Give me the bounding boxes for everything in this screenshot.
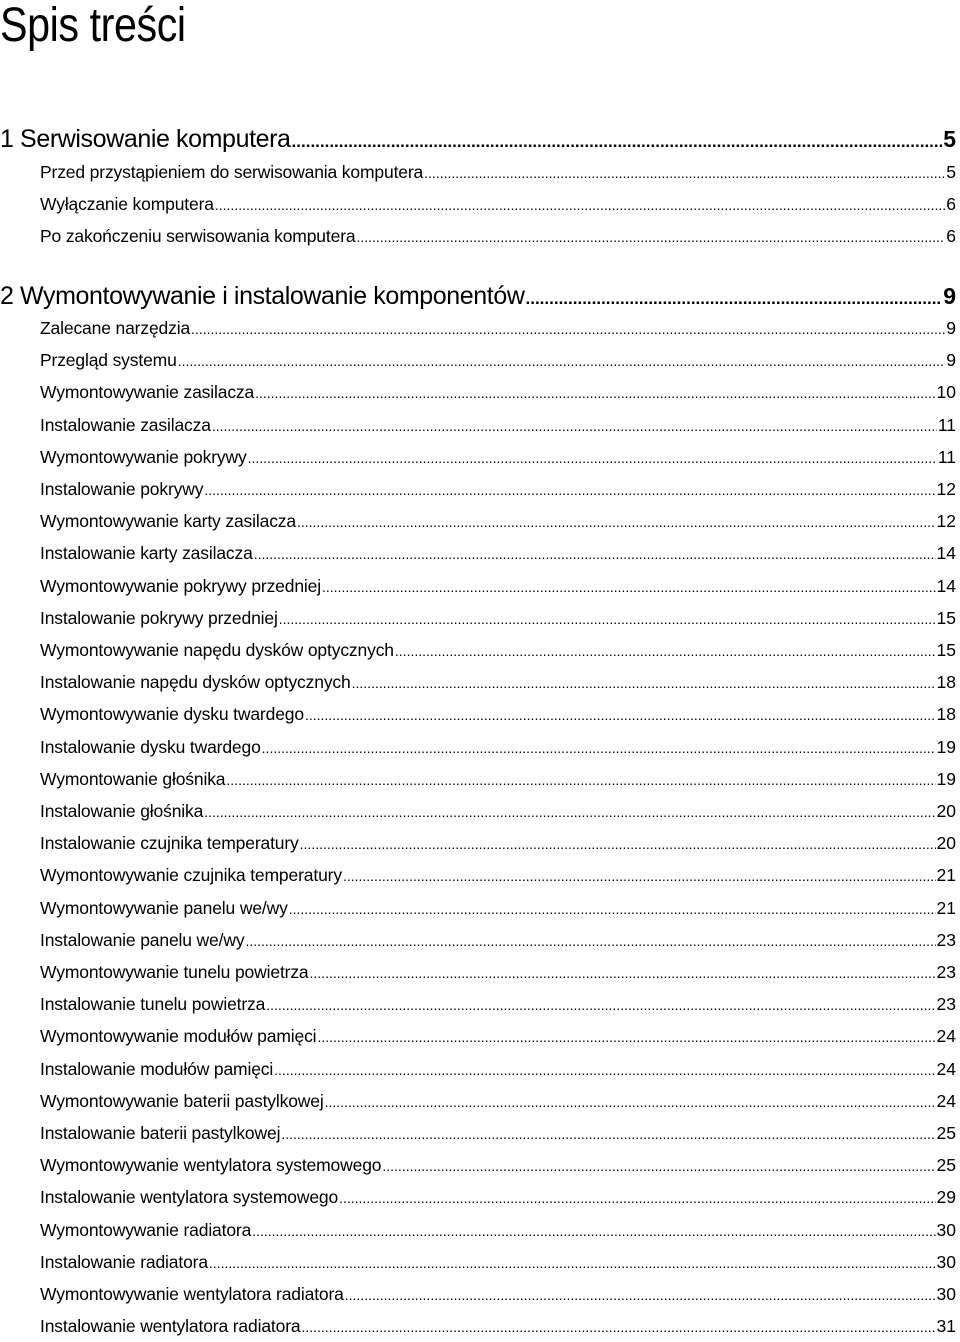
toc-entry-label: Wymontowywanie pokrywy przedniej [40, 575, 321, 596]
toc-section-entry[interactable] [40, 925, 956, 955]
toc-dot-leader [279, 603, 936, 634]
toc-section-entry[interactable] [40, 189, 956, 219]
toc-entry-label: Instalowanie zasilacza [40, 414, 211, 435]
toc-page-number: 18 [936, 672, 956, 693]
toc-section-entry[interactable] [40, 957, 956, 987]
toc-page-number: 30 [936, 1284, 956, 1304]
toc-dot-leader [526, 281, 943, 314]
toc-entry-label: Instalowanie modułów pamięci [40, 1058, 274, 1079]
toc-section-entry[interactable] [40, 1182, 956, 1212]
toc-entry-label: Wymontowanie głośnika [40, 768, 226, 789]
toc-entry-label: Zalecane narzędzia [40, 318, 191, 338]
toc-dot-leader [292, 124, 943, 157]
toc-entry-label: Instalowanie głośnika [40, 801, 204, 821]
toc-dot-leader [254, 538, 936, 569]
toc-section-entry[interactable] [40, 313, 956, 343]
toc-dot-leader [252, 1215, 935, 1246]
toc-page-number: 24 [936, 1058, 956, 1079]
toc-entry-label: Instalowanie tunelu powietrza [40, 994, 266, 1015]
toc-entry-label: Po zakończeniu serwisowania komputera [40, 226, 356, 246]
toc-page-number: 14 [936, 575, 956, 596]
toc-section-entry[interactable] [40, 1086, 956, 1116]
toc-page-number: 12 [936, 511, 956, 532]
toc-dot-leader [204, 796, 935, 827]
toc-entry-label: Instalowanie panelu we/wy [40, 929, 245, 950]
toc-page-number: 9 [946, 350, 956, 371]
toc-section-entry[interactable] [40, 1279, 956, 1309]
toc-section-entry[interactable] [40, 828, 956, 858]
toc-page-number: 5 [943, 126, 956, 152]
toc-dot-leader [317, 1021, 935, 1052]
toc-dot-leader [424, 157, 945, 188]
toc-section-entry[interactable] [40, 667, 956, 697]
toc-section-entry[interactable] [40, 1021, 956, 1051]
toc-section-entry[interactable] [40, 345, 956, 375]
toc-entry-label: Wymontowywanie tunelu powietrza [40, 962, 309, 982]
toc-page-number: 30 [936, 1219, 956, 1240]
toc-entry-label: Instalowanie dysku twardego [40, 736, 261, 757]
toc-dot-leader [191, 313, 945, 344]
toc-dot-leader [209, 1247, 936, 1278]
toc-dot-leader [204, 474, 935, 505]
toc-section-entry[interactable] [40, 732, 956, 762]
toc-section-entry[interactable] [40, 1311, 956, 1341]
toc-dot-leader [226, 764, 935, 795]
toc-dot-leader [255, 377, 935, 408]
toc-page-number: 25 [936, 1123, 956, 1143]
toc-page-number: 23 [936, 929, 956, 950]
toc-section-entry[interactable] [40, 989, 956, 1019]
toc-entry-label: Wymontowywanie modułów pamięci [40, 1026, 317, 1047]
toc-section-entry[interactable] [40, 157, 956, 187]
toc-page-number: 6 [946, 194, 956, 214]
toc-page-number: 11 [937, 446, 956, 467]
toc-page-number: 14 [936, 543, 956, 564]
toc-page-number: 29 [936, 1187, 956, 1208]
toc-entry-label: Wyłączanie komputera [40, 194, 214, 214]
toc-page-number: 15 [936, 640, 956, 660]
toc-dot-leader [178, 345, 946, 376]
toc-page-number: 6 [946, 226, 956, 246]
toc-dot-leader [301, 1311, 935, 1342]
toc-entry-label: Przed przystąpieniem do serwisowania komputera [40, 162, 424, 182]
toc-dot-leader [310, 957, 936, 988]
toc-entry-label: Instalowanie karty zasilacza [40, 543, 253, 564]
toc-entry-label: Instalowanie baterii pastylkowej [40, 1123, 281, 1143]
toc-dot-leader [356, 221, 945, 252]
toc-dot-leader [345, 1279, 936, 1310]
toc-dot-leader [339, 1182, 935, 1213]
toc-entry-label: Wymontowywanie wentylatora radiatora [40, 1284, 344, 1304]
toc-dot-leader [212, 410, 937, 441]
toc-dot-leader [343, 860, 936, 891]
toc-entry-label: Wymontowywanie karty zasilacza [40, 511, 296, 532]
toc-section-entry[interactable] [40, 893, 956, 923]
toc-page-number: 5 [946, 162, 956, 182]
toc-section-entry[interactable] [40, 221, 956, 251]
toc-section-entry[interactable] [40, 538, 956, 568]
toc-entry-label: 1 Serwisowanie komputera [0, 125, 291, 153]
toc-page-number: 31 [936, 1316, 956, 1337]
toc-section-entry[interactable] [40, 1150, 956, 1180]
toc-dot-leader [395, 635, 936, 666]
toc-dot-leader [325, 1086, 936, 1117]
toc-section-entry[interactable] [40, 1247, 956, 1277]
toc-dot-leader [274, 1054, 935, 1085]
toc-section-entry[interactable] [40, 1054, 956, 1084]
toc-page-number: 20 [936, 801, 956, 821]
toc-page-number: 15 [936, 607, 956, 628]
toc-section-entry[interactable] [40, 860, 956, 890]
toc-dot-leader [262, 732, 936, 763]
toc-entry-label: Instalowanie czujnika temperatury [40, 833, 299, 854]
toc-page-number: 25 [936, 1155, 956, 1176]
toc-entry-label: Przegląd systemu [40, 350, 177, 371]
toc-page-number: 9 [943, 283, 956, 309]
toc-section-entry[interactable] [40, 1118, 956, 1148]
toc-entry-label: Instalowanie pokrywy [40, 479, 204, 499]
toc-entry-label: Wymontowywanie czujnika temperatury [40, 865, 342, 886]
toc-entry-label: Instalowanie wentylatora radiatora [40, 1316, 301, 1337]
toc-entry-label: Wymontowywanie radiatora [40, 1219, 252, 1240]
toc-page-number: 23 [936, 994, 956, 1015]
toc-page-number: 24 [936, 1026, 956, 1047]
toc-entry-label: Wymontowywanie zasilacza [40, 382, 255, 403]
toc-page-number: 12 [936, 479, 956, 499]
toc-page-number: 11 [937, 414, 956, 435]
toc-entry-label: Instalowanie radiatora [40, 1251, 208, 1272]
toc-chapter-entry[interactable] [0, 281, 956, 311]
toc-section-entry[interactable] [40, 474, 956, 504]
toc-entry-label: Wymontowywanie panelu we/wy [40, 897, 288, 918]
toc-section-entry[interactable] [40, 796, 956, 826]
toc-page-number: 9 [946, 318, 956, 338]
toc-entry-label: Instalowanie napędu dysków optycznych [40, 672, 351, 693]
toc-entry-label: Wymontowywanie baterii pastylkowej [40, 1090, 324, 1111]
toc-dot-leader [382, 1150, 935, 1181]
toc-entry-label: Wymontowywanie wentylatora systemowego [40, 1155, 382, 1176]
toc-page-number: 24 [936, 1090, 956, 1111]
toc-page-number: 21 [936, 865, 956, 886]
toc-page-number: 20 [936, 833, 956, 854]
toc-section-entry[interactable] [40, 603, 956, 633]
toc-dot-leader [248, 442, 937, 473]
toc-entry-label: Wymontowywanie napędu dysków optycznych [40, 640, 394, 660]
toc-page-number: 10 [936, 382, 956, 403]
toc-page-number: 19 [936, 768, 956, 789]
toc-dot-leader [215, 189, 945, 220]
toc-page-number: 18 [936, 704, 956, 725]
toc-page-number: 23 [936, 962, 956, 982]
toc-dot-leader [322, 571, 936, 602]
toc-section-entry[interactable] [40, 571, 956, 601]
toc-section-entry[interactable] [40, 635, 956, 665]
toc-section-entry[interactable] [40, 764, 956, 794]
toc-entry-label: Wymontowywanie pokrywy [40, 446, 247, 467]
toc-chapter-entry[interactable] [0, 124, 956, 154]
toc-dot-leader [289, 893, 936, 924]
page-title: Spis treści [0, 0, 186, 52]
toc-dot-leader [300, 828, 936, 859]
toc-dot-leader [281, 1118, 935, 1149]
toc-section-entry[interactable] [40, 506, 956, 536]
toc-dot-leader [297, 506, 936, 537]
toc-page-number: 21 [936, 897, 956, 918]
toc-section-entry[interactable] [40, 442, 956, 472]
toc-entry-label: 2 Wymontowywanie i instalowanie komponentów [0, 282, 525, 310]
toc-dot-leader [266, 989, 935, 1020]
toc-page-number: 19 [936, 736, 956, 757]
toc-page-number: 30 [936, 1251, 956, 1272]
toc-section-entry[interactable] [40, 699, 956, 729]
toc-entry-label: Wymontowywanie dysku twardego [40, 704, 304, 725]
toc-dot-leader [305, 699, 936, 730]
toc-dot-leader [245, 925, 935, 956]
toc-entry-label: Instalowanie pokrywy przedniej [40, 607, 278, 628]
toc-dot-leader [352, 667, 936, 698]
toc-section-entry[interactable] [40, 377, 956, 407]
toc-section-entry[interactable] [40, 1215, 956, 1245]
toc-section-entry[interactable] [40, 410, 956, 440]
toc-entry-label: Instalowanie wentylatora systemowego [40, 1187, 339, 1208]
